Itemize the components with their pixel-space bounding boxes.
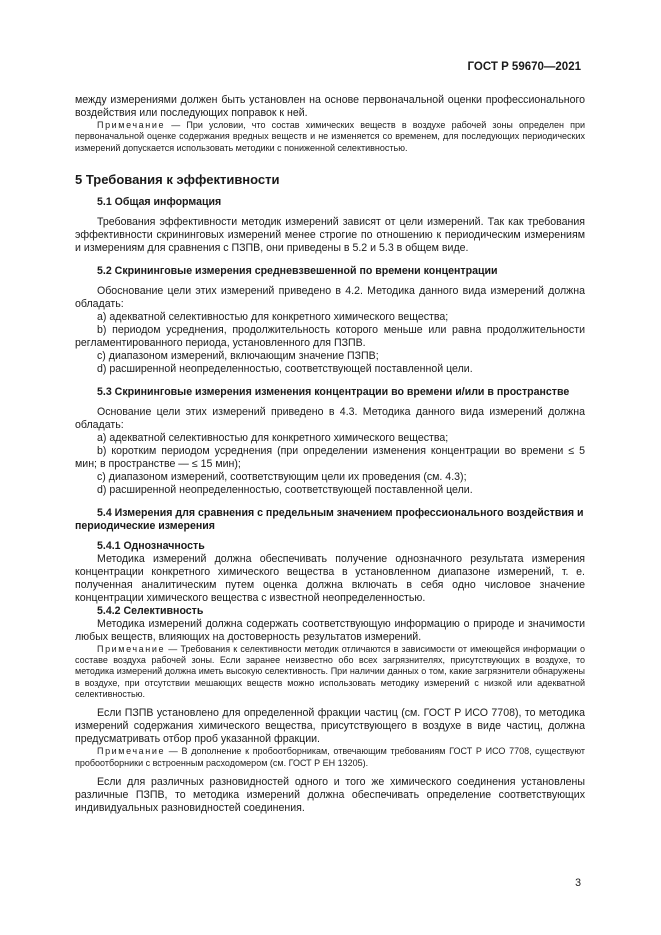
section-5-2-title: 5.2 Скрининговые измерения средневзвешенной по времени концентрации xyxy=(97,264,498,277)
list-item: b) коротким периодом усреднения (при определении изменения концентрации во времени ≤ 5 мин; в пространстве — ≤ 15 мин); xyxy=(75,444,585,470)
section-5-title: 5 Требования к эффективности xyxy=(75,171,280,187)
section-5-3-text: Основание цели этих измерений приведено в 4.3. Методика данного вида измерений должна обладать: xyxy=(75,405,585,431)
page-number: 3 xyxy=(575,877,581,889)
list-item: b) периодом усреднения, продолжительность которого меньше или равна продолжительности регламентированного периода, установленного для ПЗПВ. xyxy=(75,323,585,349)
variants-paragraph: Если для различных разновидностей одного и того же химического соединения установлены различные ПЗПВ, то методика измерений должна обеспечивать определение соответствующих индивидуальных разновидностей соединения. xyxy=(75,775,585,814)
note-text: — При условии, что состав химических веществ в воздухе рабочей зоны определен при первоначальной оценке содержания вредных веществ и не изменяется со временем, для последующих периодических измерений допускается использовать методики с пониженной селективностью. xyxy=(75,120,585,153)
list-item: c) диапазоном измерений, соответствующим цели их проведения (см. 4.3); xyxy=(97,470,467,483)
fraction-paragraph: Если ПЗПВ установлено для определенной фракции частиц (см. ГОСТ Р ИСО 7708), то методика измерений содержания химического вещества, присутствующего в воздухе в виде частиц, должна предусматривать отбор проб указанной фракции. xyxy=(75,707,585,746)
standard-number: ГОСТ Р 59670—2021 xyxy=(467,61,581,73)
selectivity-note xyxy=(75,644,585,700)
section-5-3-title: 5.3 Скрининговые измерения изменения концентрации во времени и/или в пространстве xyxy=(97,385,570,398)
section-5-2-text: Обоснование цели этих измерений приведено в 4.2. Методика данного вида измерений должна обладать: xyxy=(75,284,585,310)
note-label: Примечание xyxy=(97,120,166,130)
sampler-note xyxy=(75,746,585,769)
note-label: Примечание xyxy=(97,643,166,654)
list-item: a) адекватной селективностью для конкретного химического вещества; xyxy=(97,310,449,323)
section-5-4-title: 5.4 Измерения для сравнения с предельным значением профессионального воздействия и периодические измерения xyxy=(75,506,584,532)
section-5-1-text: Требования эффективности методик измерений зависят от цели измерений. Так как требования эффективности скрининговых измерений менее строгие по отношению к периодическим измерениям и измерениям для сравнения с ПЗПВ, они приведены в 5.2 и 5.3 в общем виде. xyxy=(75,215,585,254)
note-label: Примечание xyxy=(97,746,166,757)
section-5-1-title: 5.1 Общая информация xyxy=(97,195,222,208)
note-text: — В дополнение к пробоотборникам, отвечающим требованиям ГОСТ Р ИСО 7708, существуют пробоотборники с встроенным расходомером (см. ГОСТ Р ЕН 13205). xyxy=(75,746,585,768)
page-body xyxy=(75,94,585,815)
list-item: a) адекватной селективностью для конкретного химического вещества; xyxy=(97,431,449,444)
list-item: c) диапазоном измерений, включающим значение ПЗПВ; xyxy=(97,349,379,362)
continuation-paragraph: между измерениями должен быть установлен на основе первоначальной оценки профессионального воздействия или последующих поправок к ней. xyxy=(75,94,585,119)
intro-note xyxy=(75,120,585,154)
section-5-4-1-title: 5.4.1 Однозначность xyxy=(97,539,205,552)
note-text: — Требования к селективности методик отличаются в зависимости от имеющейся информации о составе воздуха рабочей зоны. Если заранее неизвестно обо всех загрязнителях, присутствующих в воздухе, то методика измерений должна иметь высокую селективность. При наличии данных о том, какие загрязнители обнаружены в воздухе, при отсутствии мешающих веществ можно использовать методику измерений с низкой или адекватной селективностью. xyxy=(75,643,585,700)
section-5-4-2-title: 5.4.2 Селективность xyxy=(97,604,204,617)
section-5-4-1-text: Методика измерений должна обеспечивать получение однозначного результата измерения концентрации конкретного химического вещества в установленном диапазоне измерений, т. е. полученная аналитическим путем оценка должна включать в себя одно числовое значение концентрации химического вещества с известной неопределенностью. xyxy=(75,552,585,604)
section-5-4-2-text: Методика измерений должна содержать соответствующую информацию о природе и значимости любых веществ, влияющих на достоверность результатов измерений. xyxy=(75,617,585,643)
list-item: d) расширенной неопределенностью, соответствующей поставленной цели. xyxy=(97,483,473,496)
list-item: d) расширенной неопределенностью, соответствующей поставленной цели. xyxy=(97,362,473,375)
